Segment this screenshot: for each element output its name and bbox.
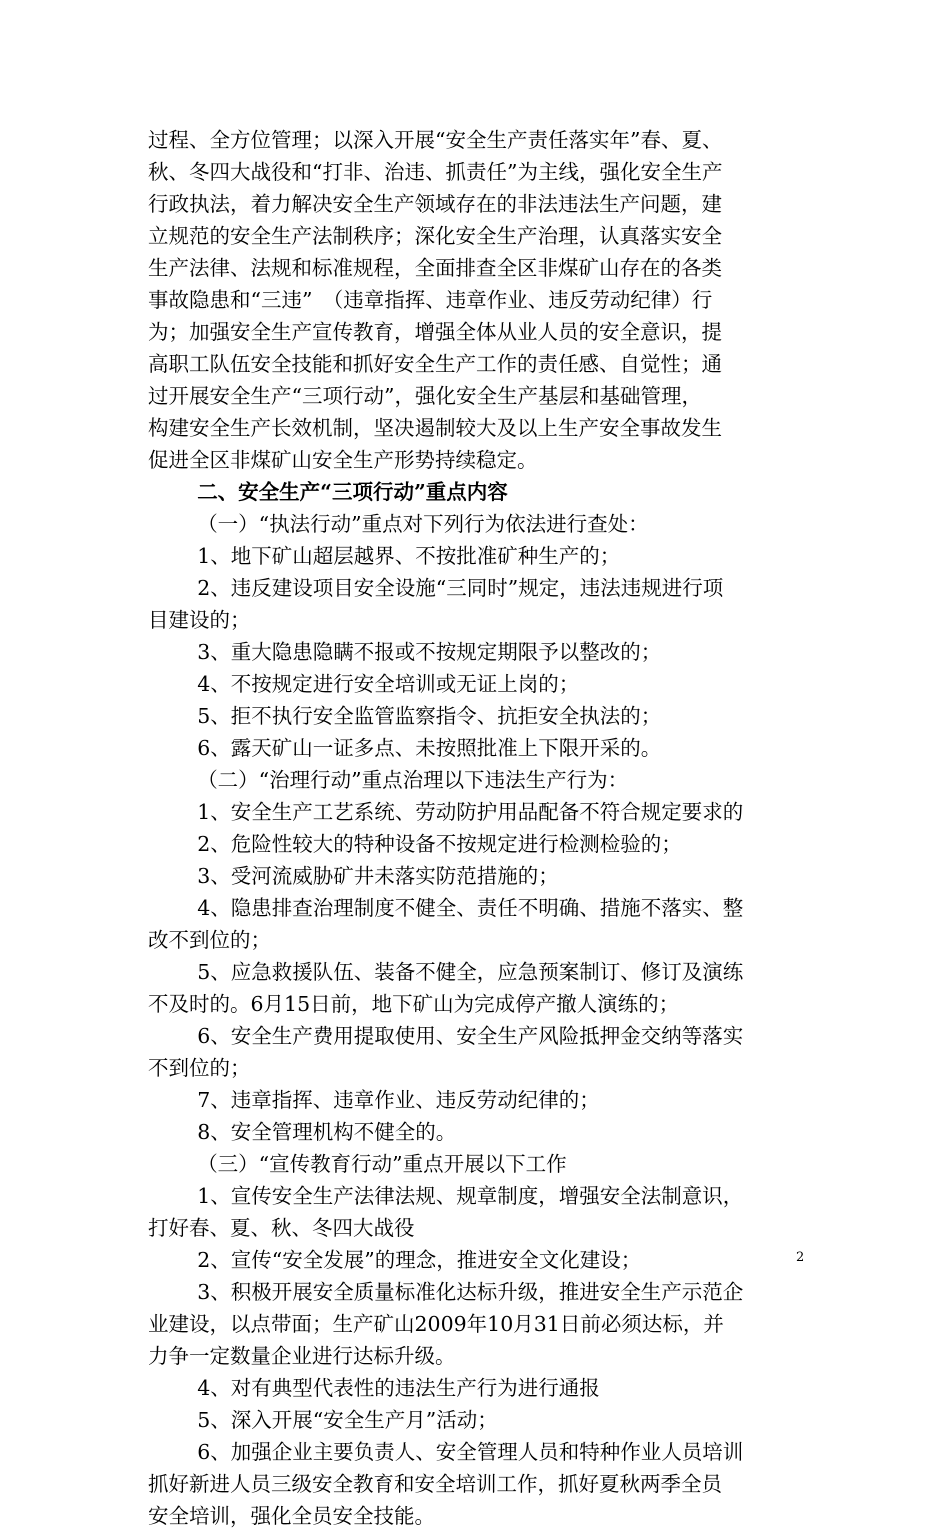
text-line: 不到位的； [148, 1056, 251, 1080]
text-line: 2、违反建设项目安全设施“三同时”规定，违法违规进行项 [197, 576, 724, 600]
text-line: （一）“执法行动”重点对下列行为依法进行查处： [197, 512, 649, 536]
text-line: （二）“治理行动”重点治理以下违法生产行为： [197, 768, 629, 792]
text-line: 安全培训，强化全员安全技能。 [148, 1504, 435, 1528]
text-line: 5、深入开展“安全生产月”活动； [197, 1408, 498, 1432]
text-line: 不及时的。6月15日前，地下矿山为完成停产撤人演练的； [148, 992, 680, 1016]
text-line: 6、加强企业主要负责人、安全管理人员和特种作业人员培训 [197, 1440, 744, 1464]
text-line: 立规范的安全生产法制秩序；深化安全生产治理，认真落实安全 [148, 224, 722, 248]
text-line: 抓好新进人员三级安全教育和安全培训工作，抓好夏秋两季全员 [148, 1472, 722, 1496]
text-line: 业建设，以点带面；生产矿山2009年10月31日前必须达标，并 [148, 1312, 724, 1336]
text-line: 4、不按规定进行安全培训或无证上岗的； [197, 672, 580, 696]
text-line: 过开展安全生产“三项行动”，强化安全生产基层和基础管理， [148, 384, 702, 408]
text-line: 打好春、夏、秋、冬四大战役 [148, 1216, 415, 1240]
document-body [148, 124, 812, 1532]
text-line: 3、受河流威胁矿井未落实防范措施的； [197, 864, 559, 888]
text-line: 秋、冬四大战役和“打非、治违、抓责任”为主线，强化安全生产 [148, 160, 723, 184]
text-line: 8、安全管理机构不健全的。 [197, 1120, 457, 1144]
text-line: （三）“宣传教育行动”重点开展以下工作 [197, 1152, 567, 1176]
text-line: 1、地下矿山超层越界、不按批准矿种生产的； [197, 544, 621, 568]
text-line: 4、对有典型代表性的违法生产行为进行通报 [197, 1376, 600, 1400]
text-line: 行政执法，着力解决安全生产领域存在的非法违法生产问题，建 [148, 192, 722, 216]
text-line: 过程、全方位管理；以深入开展“安全生产责任落实年”春、夏、 [148, 128, 723, 152]
text-line: 3、积极开展安全质量标准化达标升级，推进安全生产示范企 [197, 1280, 744, 1304]
text-line: 3、重大隐患隐瞒不报或不按规定期限予以整改的； [197, 640, 662, 664]
text-line: 改不到位的； [148, 928, 271, 952]
text-line: 2、宣传“安全发展”的理念，推进安全文化建设； [197, 1248, 642, 1272]
section-heading: 二、安全生产“三项行动”重点内容 [197, 480, 508, 504]
text-line: 构建安全生产长效机制，坚决遏制较大及以上生产安全事故发生 [148, 416, 722, 440]
text-line: 4、隐患排查治理制度不健全、责任不明确、措施不落实、整 [197, 896, 744, 920]
text-line: 5、应急救援队伍、装备不健全，应急预案制订、修订及演练 [197, 960, 744, 984]
text-line: 5、拒不执行安全监管监察指令、抗拒安全执法的； [197, 704, 662, 728]
text-line: 1、宣传安全生产法律法规、规章制度，增强安全法制意识， [197, 1184, 744, 1208]
text-line: 事故隐患和“三违” （违章指挥、违章作业、违反劳动纪律）行 [148, 288, 713, 312]
text-line: 7、违章指挥、违章作业、违反劳动纪律的； [197, 1088, 600, 1112]
text-line: 6、安全生产费用提取使用、安全生产风险抵押金交纳等落实 [197, 1024, 744, 1048]
page-number: 2 [796, 1250, 805, 1265]
text-line: 为；加强安全生产宣传教育，增强全体从业人员的安全意识，提 [148, 320, 722, 344]
text-line: 生产法律、法规和标准规程，全面排查全区非煤矿山存在的各类 [148, 256, 722, 280]
text-line: 力争一定数量企业进行达标升级。 [148, 1344, 456, 1368]
text-line: 2、危险性较大的特种设备不按规定进行检测检验的； [197, 832, 682, 856]
text-line: 高职工队伍安全技能和抓好安全生产工作的责任感、自觉性；通 [148, 352, 722, 376]
text-line: 目建设的； [148, 608, 251, 632]
text-line: 1、安全生产工艺系统、劳动防护用品配备不符合规定要求的 [197, 800, 744, 824]
text-line: 促进全区非煤矿山安全生产形势持续稳定。 [148, 448, 538, 472]
text-line: 6、露天矿山一证多点、未按照批准上下限开采的。 [197, 736, 662, 760]
